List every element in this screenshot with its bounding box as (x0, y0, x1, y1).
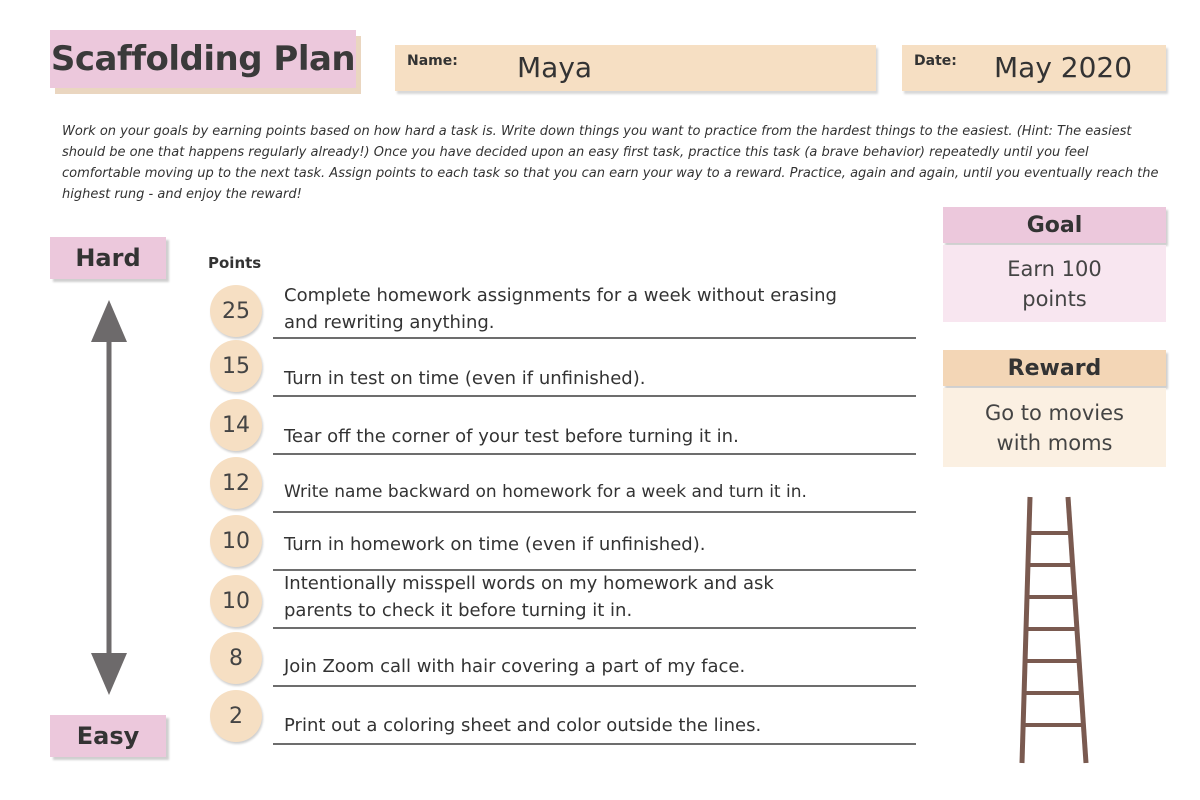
reward-text[interactable] (943, 388, 1166, 467)
task-text[interactable]: Turn in homework on time (even if unfinished). (284, 534, 706, 555)
points-badge: 25 (210, 285, 262, 337)
task-text[interactable]: Write name backward on homework for a week and turn it in. (284, 482, 807, 502)
name-field[interactable] (395, 45, 876, 91)
points-badge: 15 (210, 340, 262, 392)
points-badge: 14 (210, 399, 262, 451)
task-underline (273, 337, 916, 339)
task-row (210, 282, 916, 340)
task-row (210, 514, 916, 572)
hard-label: Hard (50, 237, 166, 279)
date-value[interactable]: May 2020 (994, 51, 1133, 84)
easy-label: Easy (50, 715, 166, 757)
task-underline (273, 453, 916, 455)
ladder-icon (1010, 495, 1100, 765)
task-text[interactable]: Tear off the corner of your test before turning it in. (284, 426, 739, 447)
goal-header: Goal (943, 207, 1166, 243)
name-label: Name: (407, 53, 458, 69)
task-text[interactable]: Turn in test on time (even if unfinished). (284, 368, 646, 389)
reward-header: Reward (943, 350, 1166, 386)
goal-value: Earn 100 points (1007, 256, 1102, 311)
points-badge: 8 (210, 632, 262, 684)
points-header: Points (208, 254, 262, 272)
task-row (210, 688, 916, 746)
task-row (210, 572, 916, 630)
points-badge: 10 (210, 515, 262, 567)
task-underline (273, 685, 916, 687)
task-row (210, 398, 916, 456)
points-badge: 2 (210, 690, 262, 742)
task-underline (273, 627, 916, 629)
task-text[interactable]: Join Zoom call with hair covering a part of my face. (284, 656, 746, 677)
difficulty-arrow-icon (84, 300, 134, 695)
task-underline (273, 395, 916, 397)
task-row (210, 456, 916, 514)
page-title: Scaffolding Plan (50, 39, 356, 79)
task-row (210, 340, 916, 398)
task-text[interactable]: Complete homework assignments for a week without erasing and rewriting anything. (284, 285, 837, 333)
task-underline (273, 743, 916, 745)
task-underline (273, 511, 916, 513)
task-row (210, 630, 916, 688)
points-badge: 12 (210, 457, 262, 509)
points-badge: 10 (210, 575, 262, 627)
task-text[interactable]: Intentionally misspell words on my homework and ask parents to check it before turning it in. (284, 573, 774, 621)
date-field[interactable] (902, 45, 1166, 91)
name-value[interactable]: Maya (517, 51, 593, 84)
goal-text[interactable] (943, 245, 1166, 322)
instructions-text: Work on your goals by earning points based on how hard a task is. Write down things you want to practice from the hardest things to the easiest. (Hint: The easiest should be one that happens regularly already!) Once you have decided upon an easy first task, practice this task (a brave behavior) repeatedly until you feel comfortable moving up to the next task. Assign points to each task so that you can earn your way to a reward. Practice, again and again, until you eventually reach the highest rung - and enjoy the reward! (62, 124, 1159, 202)
date-label: Date: (914, 53, 957, 69)
title-box (50, 30, 356, 88)
task-text[interactable]: Print out a coloring sheet and color outside the lines. (284, 715, 762, 736)
reward-value: Go to movies with moms (985, 400, 1124, 455)
